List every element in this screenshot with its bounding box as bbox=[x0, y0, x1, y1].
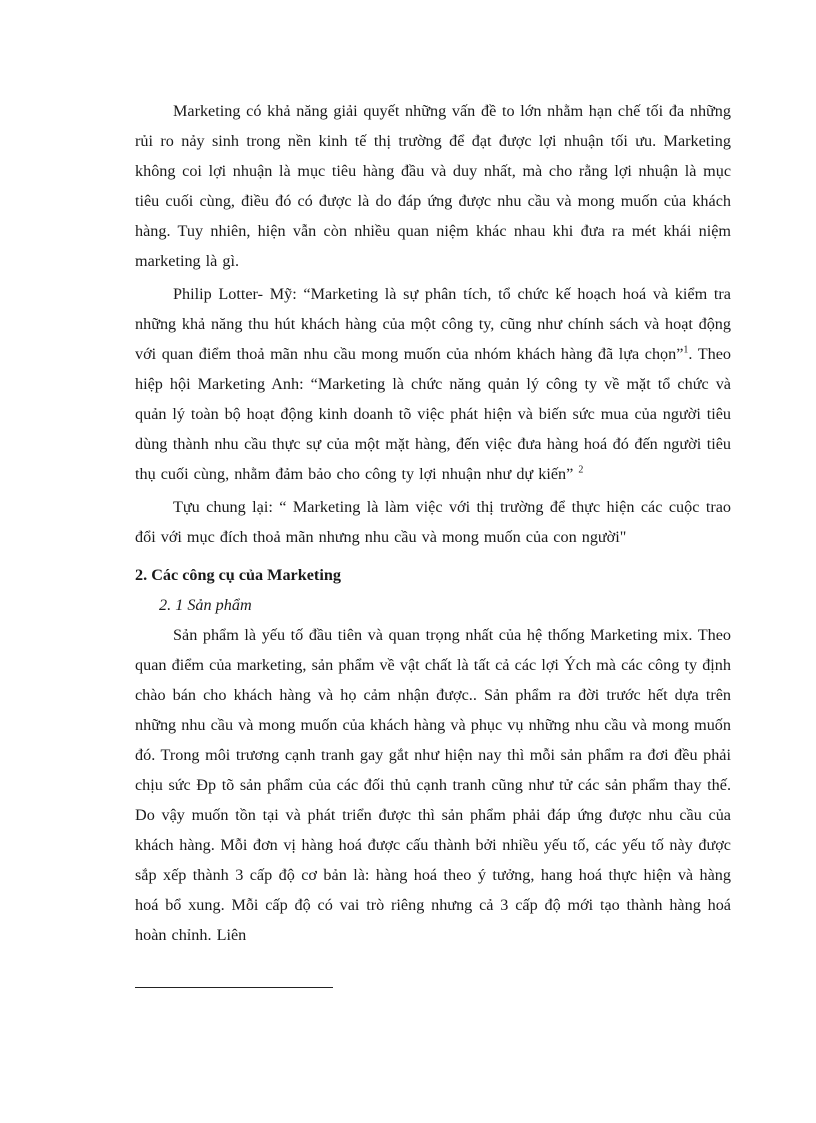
subsection-heading: 2. 1 Sản phẩm bbox=[159, 596, 252, 614]
definition-paragraph bbox=[135, 279, 731, 489]
definition-text-part1: Philip Lotter- Mỹ: “Marketing là sự phân tích, tổ chức kế hoạch hoá và kiểm tra những khả năng thu hút khách hàng của một công ty, cũng như chính sách và hoạt động với quan điểm thoả mãn nhu cầu mong muốn của nhóm khách hàng đã lựa chọn” bbox=[135, 285, 731, 363]
intro-paragraph: Marketing có khả năng giải quyết những vấn đề to lớn nhằm hạn chế tối đa những rủi ro nảy sinh trong nền kinh tế thị trường để đạt được lợi nhuận tối ưu. Marketing không coi lợi nhuận là mục tiêu hàng đầu và duy nhất, mà cho rằng lợi nhuận là mục tiêu cuối cùng, điều đó có được là do đáp ứng được nhu cầu và mong muốn của khách hàng. Tuy nhiên, hiện vẫn còn nhiều quan niệm khác nhau khi đưa ra mét khái niệm marketing là gì. bbox=[135, 102, 731, 270]
footnote-ref-1[interactable]: 1 bbox=[683, 344, 689, 356]
footnote-ref-2[interactable]: 2 bbox=[578, 464, 584, 476]
product-paragraph: Sản phẩm là yếu tố đầu tiên và quan trọng nhất của hệ thống Marketing mix. Theo quan điểm của marketing, sản phẩm về vật chất là tất cả các lợi Ých mà các công ty định chào bán cho khách hàng và họ cảm nhận được.. Sản phẩm ra đời trước hết dựa trên những nhu cầu và mong muốn của khách hàng và phục vụ những nhu cầu và mong muốn đó. Trong môi trương cạnh tranh gay gắt như hiện nay thì mỗi sản phẩm ra đơi đều phải chịu sức Ðp tõ sản phẩm của các đối thủ cạnh tranh cũng như tử các sản phẩm thay thế. Do vậy muốn tồn tại và phát triển được thì sản phẩm phải đáp ứng được nhu cầu của khách hàng. Mỗi đơn vị hàng hoá được cấu thành bởi nhiều yếu tố, các yếu tố này được sắp xếp thành 3 cấp độ cơ bản là: hàng hoá theo ý tưởng, hang hoá thực hiện và hàng hoá bổ xung. Mỗi cấp độ có vai trò riêng nhưng cả 3 cấp độ mới tạo thành hàng hoá hoàn chỉnh. Liên bbox=[135, 626, 731, 944]
section-heading: 2. Các công cụ của Marketing bbox=[135, 566, 341, 584]
footnote-separator bbox=[135, 987, 333, 988]
document-page bbox=[135, 96, 731, 950]
summary-paragraph: Tựu chung lại: “ Marketing là làm việc với thị trường để thực hiện các cuộc trao đổi với mục đích thoả mãn nhưng nhu cầu và mong muốn của con người" bbox=[135, 498, 731, 546]
definition-text-part2: . Theo hiệp hội Marketing Anh: “Marketing là chức năng quản lý công ty về mặt tổ chức và quản lý toàn bộ hoạt động kinh doanh tõ việc phát hiện và biến sức mua của người tiêu dùng thành nhu cầu thực sự của một mặt hàng, đến việc đưa hàng hoá đó đến người tiêu thụ cuối cùng, nhằm đảm bảo cho công ty lợi nhuận như dự kiến” bbox=[135, 345, 731, 483]
